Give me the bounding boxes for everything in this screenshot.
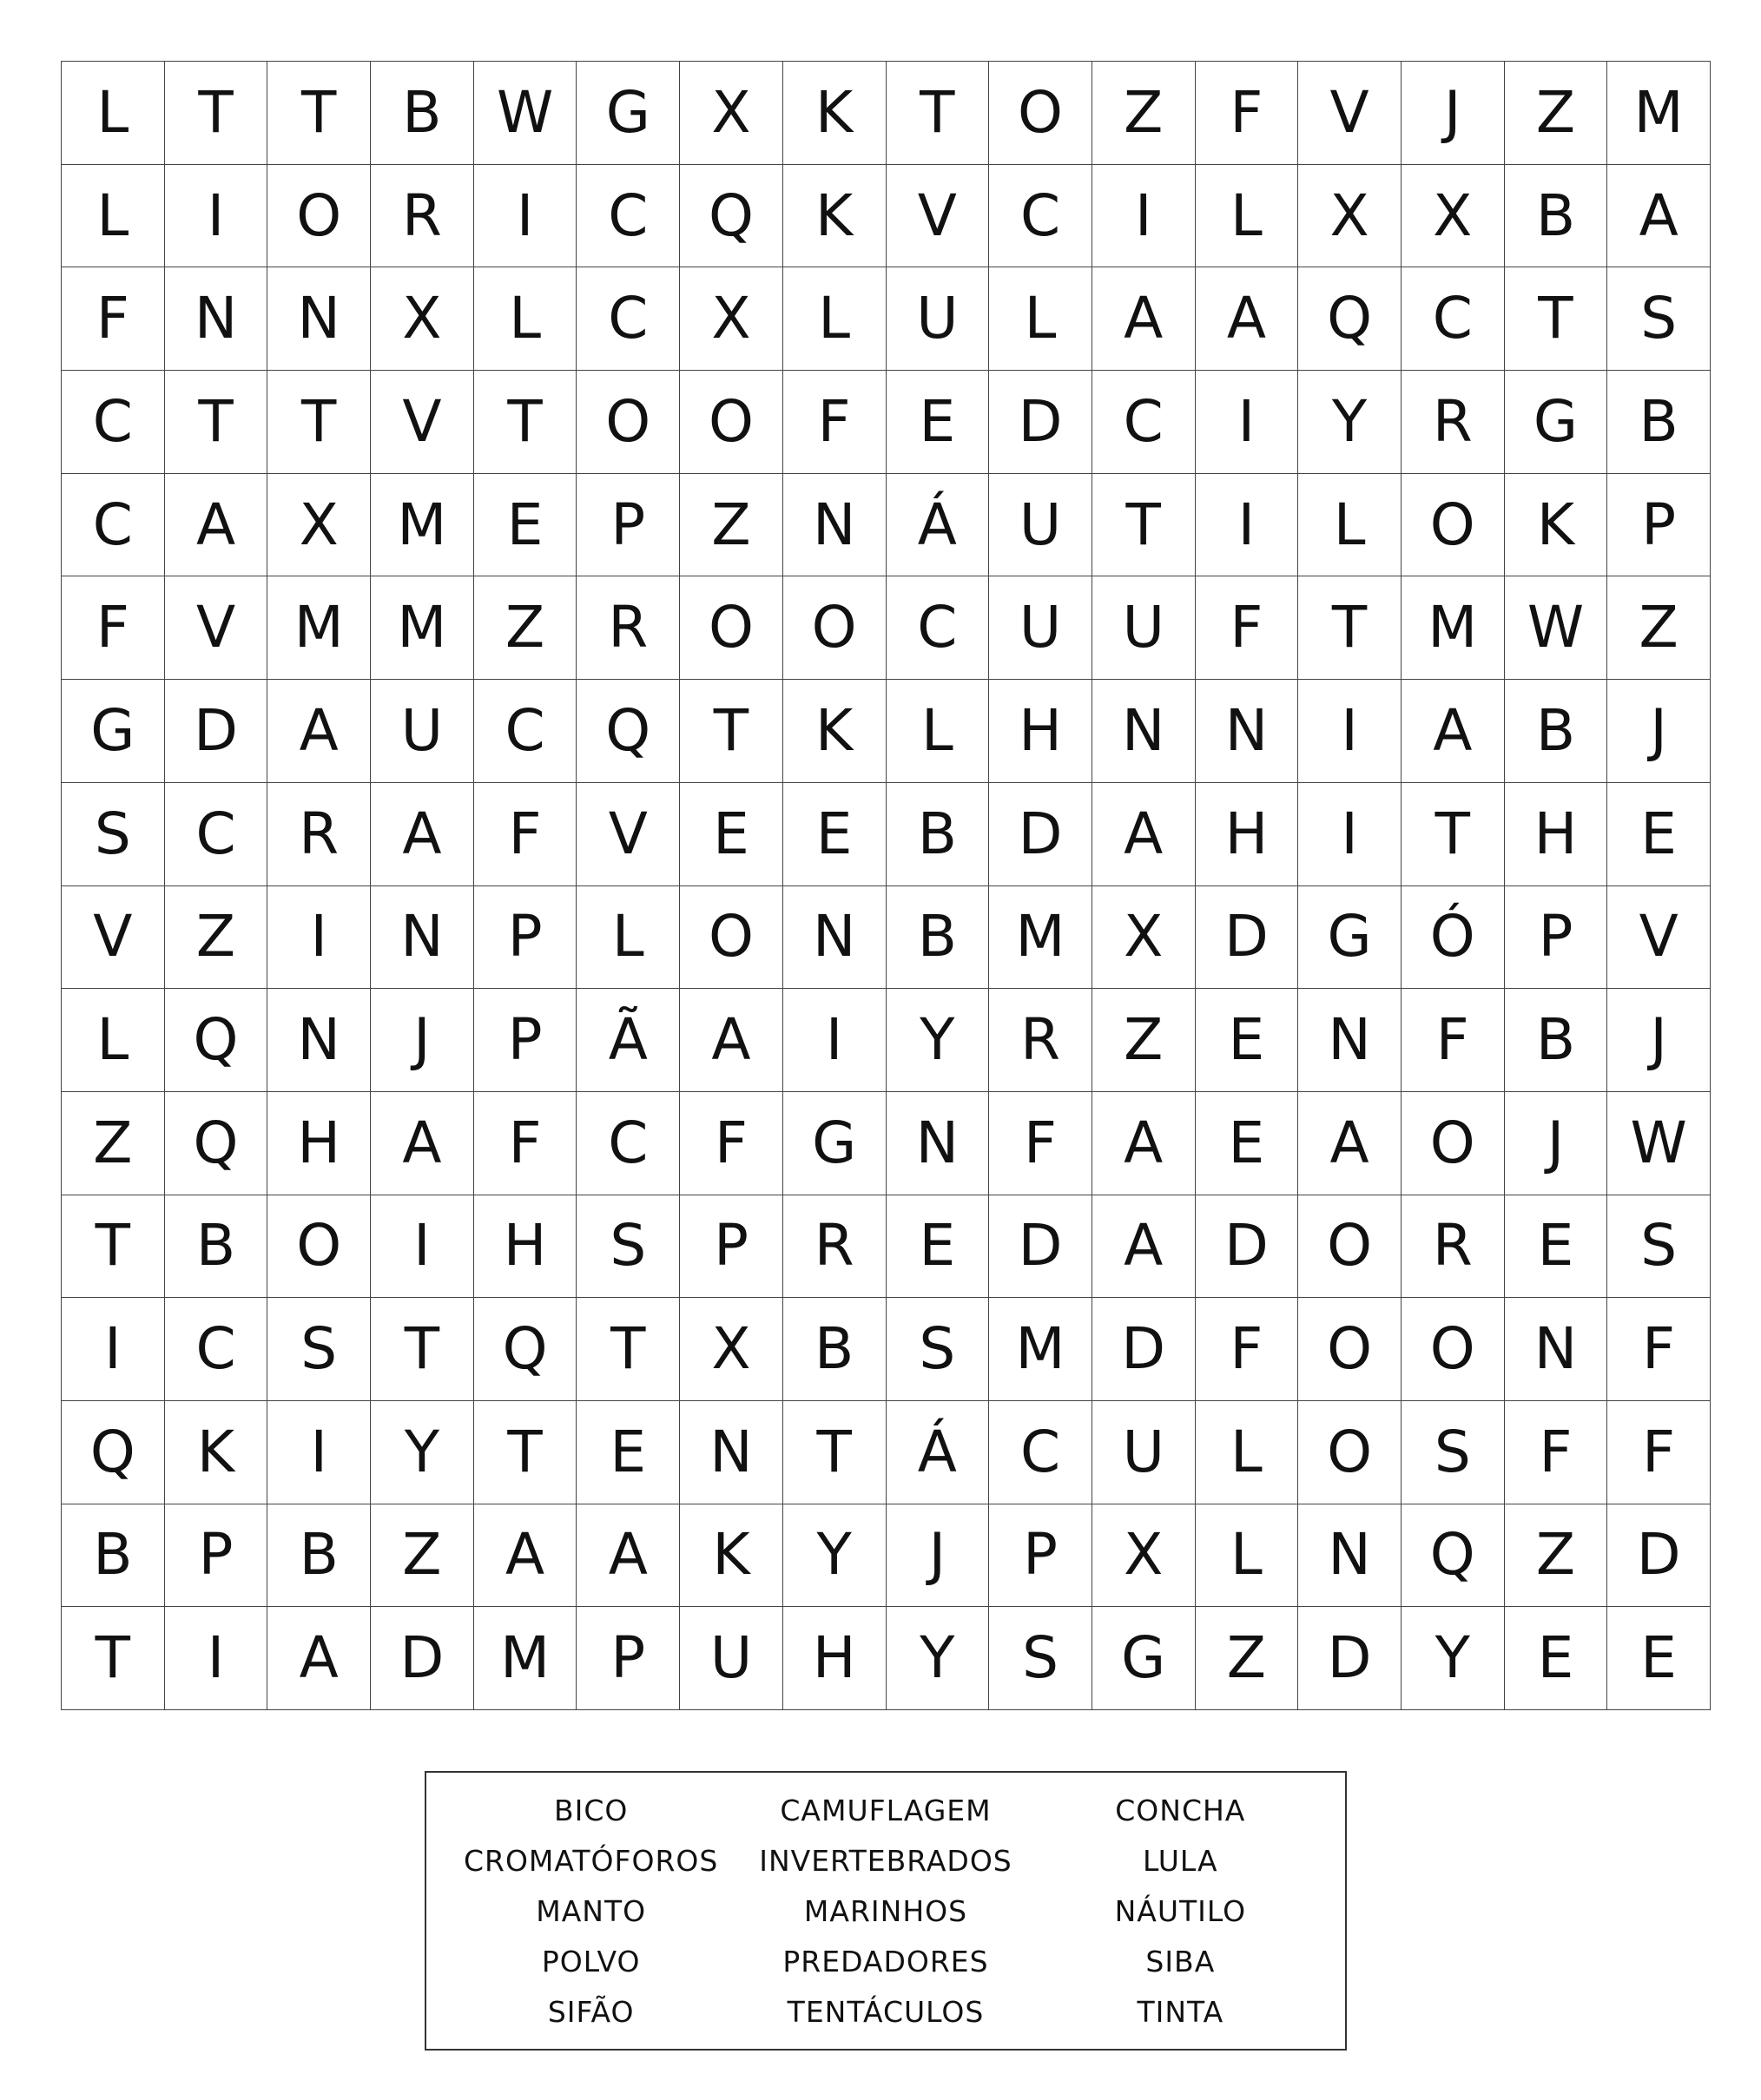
grid-cell[interactable]: N bbox=[1505, 1298, 1608, 1401]
grid-cell[interactable]: K bbox=[165, 1401, 268, 1504]
grid-cell[interactable]: Y bbox=[371, 1401, 474, 1504]
grid-cell[interactable]: J bbox=[1402, 62, 1505, 165]
grid-cell[interactable]: T bbox=[474, 1401, 577, 1504]
grid-cell[interactable]: I bbox=[267, 886, 371, 990]
grid-cell[interactable]: E bbox=[1505, 1195, 1608, 1299]
grid-cell[interactable]: U bbox=[1092, 576, 1196, 680]
word-list bbox=[425, 1771, 1347, 2051]
grid-cell[interactable]: A bbox=[1402, 680, 1505, 783]
grid-cell[interactable]: Z bbox=[680, 474, 783, 577]
word-list-item: SIBA bbox=[1145, 1944, 1216, 1978]
grid-cell[interactable]: Z bbox=[474, 576, 577, 680]
grid-cell[interactable]: O bbox=[1298, 1401, 1402, 1504]
word-list-item: TINTA bbox=[1137, 1994, 1224, 2029]
grid-cell[interactable]: D bbox=[1092, 1298, 1196, 1401]
grid-cell[interactable]: F bbox=[1402, 989, 1505, 1092]
grid-cell[interactable]: L bbox=[783, 267, 887, 371]
grid-cell[interactable]: A bbox=[371, 783, 474, 886]
grid-cell[interactable]: U bbox=[371, 680, 474, 783]
grid-cell[interactable]: B bbox=[165, 1195, 268, 1299]
grid-cell[interactable]: I bbox=[1196, 371, 1299, 474]
grid-cell[interactable]: G bbox=[577, 62, 680, 165]
grid-cell[interactable]: G bbox=[62, 680, 165, 783]
grid-cell[interactable]: C bbox=[165, 1298, 268, 1401]
grid-cell[interactable]: N bbox=[1298, 989, 1402, 1092]
grid-cell[interactable]: O bbox=[680, 576, 783, 680]
grid-cell[interactable]: L bbox=[62, 989, 165, 1092]
grid-cell[interactable]: Q bbox=[165, 1092, 268, 1195]
grid-cell[interactable]: B bbox=[267, 1504, 371, 1608]
grid-cell[interactable]: K bbox=[783, 62, 887, 165]
grid-cell[interactable]: T bbox=[783, 1401, 887, 1504]
grid-cell[interactable]: J bbox=[1607, 989, 1711, 1092]
grid-cell[interactable]: X bbox=[1092, 886, 1196, 990]
grid-cell[interactable]: F bbox=[680, 1092, 783, 1195]
grid-cell[interactable]: U bbox=[680, 1607, 783, 1710]
word-list-item: POLVO bbox=[541, 1944, 641, 1978]
grid-cell[interactable]: V bbox=[887, 165, 990, 268]
grid-cell[interactable]: A bbox=[267, 680, 371, 783]
grid-cell[interactable]: P bbox=[680, 1195, 783, 1299]
grid-cell[interactable]: G bbox=[1298, 886, 1402, 990]
grid-cell[interactable]: A bbox=[1092, 1195, 1196, 1299]
grid-cell[interactable]: A bbox=[165, 474, 268, 577]
grid-cell[interactable]: F bbox=[1505, 1401, 1608, 1504]
grid-cell[interactable]: T bbox=[887, 62, 990, 165]
grid-cell[interactable]: A bbox=[1607, 165, 1711, 268]
grid-cell[interactable]: L bbox=[577, 886, 680, 990]
grid-cell[interactable]: Z bbox=[1607, 576, 1711, 680]
grid-cell[interactable]: X bbox=[1298, 165, 1402, 268]
grid-cell[interactable]: T bbox=[1505, 267, 1608, 371]
grid-cell[interactable]: X bbox=[267, 474, 371, 577]
grid-cell[interactable]: D bbox=[165, 680, 268, 783]
grid-cell[interactable]: J bbox=[887, 1504, 990, 1608]
word-list-item: MARINHOS bbox=[803, 1893, 968, 1928]
grid-cell[interactable]: O bbox=[680, 371, 783, 474]
grid-cell[interactable]: K bbox=[680, 1504, 783, 1608]
grid-cell[interactable]: D bbox=[371, 1607, 474, 1710]
grid-cell[interactable]: H bbox=[989, 680, 1092, 783]
word-list-item: SIFÃO bbox=[547, 1994, 635, 2029]
grid-cell[interactable]: G bbox=[1092, 1607, 1196, 1710]
grid-cell[interactable]: Q bbox=[474, 1298, 577, 1401]
grid-cell[interactable]: P bbox=[989, 1504, 1092, 1608]
grid-cell[interactable]: V bbox=[62, 886, 165, 990]
grid-cell[interactable]: Q bbox=[1298, 267, 1402, 371]
grid-cell[interactable]: A bbox=[680, 989, 783, 1092]
grid-cell[interactable]: D bbox=[1196, 886, 1299, 990]
grid-cell[interactable]: K bbox=[783, 680, 887, 783]
grid-cell[interactable]: T bbox=[371, 1298, 474, 1401]
grid-cell[interactable]: X bbox=[1402, 165, 1505, 268]
grid-cell[interactable]: Q bbox=[62, 1401, 165, 1504]
grid-cell[interactable]: O bbox=[783, 576, 887, 680]
grid-cell[interactable]: B bbox=[887, 783, 990, 886]
grid-cell[interactable]: F bbox=[1607, 1401, 1711, 1504]
grid-cell[interactable]: Z bbox=[1092, 989, 1196, 1092]
grid-cell[interactable]: C bbox=[989, 165, 1092, 268]
grid-cell[interactable]: O bbox=[267, 1195, 371, 1299]
grid-cell[interactable]: M bbox=[267, 576, 371, 680]
grid-cell[interactable]: P bbox=[577, 1607, 680, 1710]
grid-cell[interactable]: E bbox=[1505, 1607, 1608, 1710]
grid-cell[interactable]: N bbox=[1092, 680, 1196, 783]
grid-cell[interactable]: S bbox=[62, 783, 165, 886]
grid-cell[interactable]: T bbox=[267, 371, 371, 474]
grid-cell[interactable]: T bbox=[1402, 783, 1505, 886]
grid-cell[interactable]: B bbox=[1505, 680, 1608, 783]
grid-cell[interactable]: Z bbox=[371, 1504, 474, 1608]
word-list-item: MANTO bbox=[536, 1893, 647, 1928]
word-list-item: BICO bbox=[553, 1793, 629, 1827]
grid-cell[interactable]: F bbox=[989, 1092, 1092, 1195]
grid-cell[interactable]: N bbox=[1298, 1504, 1402, 1608]
grid-cell[interactable]: V bbox=[1298, 62, 1402, 165]
grid-cell[interactable]: Y bbox=[887, 1607, 990, 1710]
grid-cell[interactable]: Á bbox=[887, 1401, 990, 1504]
grid-cell[interactable]: I bbox=[62, 1298, 165, 1401]
grid-cell[interactable]: E bbox=[680, 783, 783, 886]
grid-cell[interactable]: U bbox=[989, 576, 1092, 680]
grid-cell[interactable]: T bbox=[62, 1195, 165, 1299]
grid-cell[interactable]: I bbox=[165, 1607, 268, 1710]
grid-cell[interactable]: G bbox=[783, 1092, 887, 1195]
grid-cell[interactable]: S bbox=[989, 1607, 1092, 1710]
grid-cell[interactable]: R bbox=[783, 1195, 887, 1299]
grid-cell[interactable]: Ã bbox=[577, 989, 680, 1092]
grid-cell[interactable]: K bbox=[783, 165, 887, 268]
grid-cell[interactable]: L bbox=[1196, 1504, 1299, 1608]
grid-cell[interactable]: R bbox=[371, 165, 474, 268]
grid-cell[interactable]: O bbox=[1402, 1298, 1505, 1401]
grid-cell[interactable]: J bbox=[1505, 1092, 1608, 1195]
grid-cell[interactable]: M bbox=[371, 576, 474, 680]
grid-cell[interactable]: H bbox=[783, 1607, 887, 1710]
grid-cell[interactable]: F bbox=[62, 267, 165, 371]
grid-cell[interactable]: B bbox=[887, 886, 990, 990]
grid-cell[interactable]: X bbox=[371, 267, 474, 371]
grid-cell[interactable]: N bbox=[165, 267, 268, 371]
grid-cell[interactable]: E bbox=[887, 371, 990, 474]
grid-cell[interactable]: B bbox=[783, 1298, 887, 1401]
word-list-item: NÁUTILO bbox=[1114, 1893, 1247, 1928]
grid-cell[interactable]: E bbox=[1607, 1607, 1711, 1710]
grid-cell[interactable]: C bbox=[1402, 267, 1505, 371]
grid-cell[interactable]: B bbox=[62, 1504, 165, 1608]
grid-cell[interactable]: F bbox=[62, 576, 165, 680]
grid-cell[interactable]: Q bbox=[680, 165, 783, 268]
grid-cell[interactable]: L bbox=[62, 165, 165, 268]
grid-cell[interactable]: L bbox=[1196, 165, 1299, 268]
grid-cell[interactable]: M bbox=[989, 886, 1092, 990]
grid-cell[interactable]: I bbox=[1196, 474, 1299, 577]
word-list-item: LULA bbox=[1143, 1843, 1218, 1878]
grid-cell[interactable]: P bbox=[1607, 474, 1711, 577]
grid-cell[interactable]: B bbox=[371, 62, 474, 165]
grid-cell[interactable]: P bbox=[165, 1504, 268, 1608]
grid-cell[interactable]: Z bbox=[1092, 62, 1196, 165]
grid-cell[interactable]: D bbox=[989, 371, 1092, 474]
grid-cell[interactable]: C bbox=[989, 1401, 1092, 1504]
grid-cell[interactable]: L bbox=[1298, 474, 1402, 577]
grid-cell[interactable]: R bbox=[1402, 1195, 1505, 1299]
grid-cell[interactable]: L bbox=[1196, 1401, 1299, 1504]
grid-cell[interactable]: X bbox=[680, 267, 783, 371]
grid-cell[interactable]: U bbox=[1092, 1401, 1196, 1504]
grid-cell[interactable]: S bbox=[267, 1298, 371, 1401]
grid-cell[interactable]: J bbox=[1607, 680, 1711, 783]
grid-cell[interactable]: O bbox=[680, 886, 783, 990]
letter-grid bbox=[61, 61, 1711, 1710]
grid-cell[interactable]: V bbox=[371, 371, 474, 474]
grid-cell[interactable]: D bbox=[1607, 1504, 1711, 1608]
grid-cell[interactable]: L bbox=[989, 267, 1092, 371]
grid-cell[interactable]: T bbox=[165, 62, 268, 165]
grid-cell[interactable]: Z bbox=[165, 886, 268, 990]
grid-cell[interactable]: Z bbox=[1505, 62, 1608, 165]
grid-cell[interactable]: T bbox=[1092, 474, 1196, 577]
grid-cell[interactable]: H bbox=[474, 1195, 577, 1299]
grid-cell[interactable]: C bbox=[62, 371, 165, 474]
grid-cell[interactable]: E bbox=[783, 783, 887, 886]
grid-cell[interactable]: E bbox=[577, 1401, 680, 1504]
grid-cell[interactable]: I bbox=[1092, 165, 1196, 268]
grid-cell[interactable]: J bbox=[371, 989, 474, 1092]
grid-cell[interactable]: T bbox=[267, 62, 371, 165]
grid-cell[interactable]: U bbox=[989, 474, 1092, 577]
grid-cell[interactable]: S bbox=[1402, 1401, 1505, 1504]
grid-cell[interactable]: G bbox=[1505, 371, 1608, 474]
grid-cell[interactable]: F bbox=[474, 783, 577, 886]
grid-cell[interactable]: R bbox=[577, 576, 680, 680]
grid-cell[interactable]: V bbox=[577, 783, 680, 886]
grid-cell[interactable]: X bbox=[680, 1298, 783, 1401]
grid-cell[interactable]: A bbox=[1092, 783, 1196, 886]
grid-cell[interactable]: B bbox=[1505, 165, 1608, 268]
grid-cell[interactable]: C bbox=[474, 680, 577, 783]
grid-cell[interactable]: A bbox=[1196, 267, 1299, 371]
grid-cell[interactable]: N bbox=[267, 267, 371, 371]
grid-cell[interactable]: Ó bbox=[1402, 886, 1505, 990]
grid-cell[interactable]: V bbox=[165, 576, 268, 680]
word-list-item: TENTÁCULOS bbox=[787, 1994, 985, 2029]
grid-cell[interactable]: C bbox=[577, 1092, 680, 1195]
grid-cell[interactable]: A bbox=[371, 1092, 474, 1195]
grid-cell[interactable]: F bbox=[783, 371, 887, 474]
grid-cell[interactable]: R bbox=[1402, 371, 1505, 474]
grid-cell[interactable]: C bbox=[887, 576, 990, 680]
grid-cell[interactable]: C bbox=[577, 267, 680, 371]
grid-cell[interactable]: P bbox=[474, 886, 577, 990]
grid-cell[interactable]: E bbox=[1196, 989, 1299, 1092]
grid-cell[interactable]: Y bbox=[1298, 371, 1402, 474]
grid-cell[interactable]: Z bbox=[62, 1092, 165, 1195]
grid-cell[interactable]: F bbox=[1607, 1298, 1711, 1401]
grid-cell[interactable]: A bbox=[1092, 1092, 1196, 1195]
grid-cell[interactable]: X bbox=[680, 62, 783, 165]
grid-cell[interactable]: T bbox=[62, 1607, 165, 1710]
grid-cell[interactable]: R bbox=[267, 783, 371, 886]
grid-cell[interactable]: S bbox=[1607, 1195, 1711, 1299]
grid-cell[interactable]: L bbox=[62, 62, 165, 165]
grid-cell[interactable]: L bbox=[474, 267, 577, 371]
grid-cell[interactable]: I bbox=[474, 165, 577, 268]
grid-cell[interactable]: N bbox=[1196, 680, 1299, 783]
grid-cell[interactable]: T bbox=[680, 680, 783, 783]
grid-cell[interactable]: Y bbox=[887, 989, 990, 1092]
grid-cell[interactable]: V bbox=[1607, 886, 1711, 990]
grid-cell[interactable]: R bbox=[989, 989, 1092, 1092]
grid-cell[interactable]: C bbox=[62, 474, 165, 577]
word-list-item: PREDADORES bbox=[782, 1944, 989, 1978]
grid-cell[interactable]: E bbox=[1607, 783, 1711, 886]
grid-cell[interactable]: M bbox=[371, 474, 474, 577]
grid-cell[interactable]: S bbox=[887, 1298, 990, 1401]
grid-cell[interactable]: W bbox=[1505, 576, 1608, 680]
grid-cell[interactable]: N bbox=[371, 886, 474, 990]
word-list-item: CAMUFLAGEM bbox=[780, 1793, 992, 1827]
grid-cell[interactable]: H bbox=[1196, 783, 1299, 886]
grid-cell[interactable]: E bbox=[474, 474, 577, 577]
grid-cell[interactable]: Q bbox=[165, 989, 268, 1092]
grid-cell[interactable]: H bbox=[267, 1092, 371, 1195]
grid-cell[interactable]: W bbox=[474, 62, 577, 165]
grid-cell[interactable]: A bbox=[1092, 267, 1196, 371]
grid-cell[interactable]: Z bbox=[1505, 1504, 1608, 1608]
grid-cell[interactable]: Q bbox=[577, 680, 680, 783]
grid-cell[interactable]: N bbox=[783, 886, 887, 990]
grid-cell[interactable]: A bbox=[577, 1504, 680, 1608]
grid-cell[interactable]: M bbox=[1607, 62, 1711, 165]
grid-cell[interactable]: D bbox=[989, 1195, 1092, 1299]
grid-cell[interactable]: Y bbox=[1402, 1607, 1505, 1710]
grid-cell[interactable]: S bbox=[1607, 267, 1711, 371]
grid-cell[interactable]: P bbox=[577, 474, 680, 577]
grid-cell[interactable]: N bbox=[887, 1092, 990, 1195]
grid-cell[interactable]: D bbox=[1196, 1195, 1299, 1299]
grid-cell[interactable]: I bbox=[783, 989, 887, 1092]
grid-cell[interactable]: Z bbox=[1196, 1607, 1299, 1710]
grid-cell[interactable]: P bbox=[1505, 886, 1608, 990]
grid-cell[interactable]: N bbox=[267, 989, 371, 1092]
grid-cell[interactable]: K bbox=[1505, 474, 1608, 577]
grid-cell[interactable]: M bbox=[1402, 576, 1505, 680]
grid-cell[interactable]: O bbox=[1402, 474, 1505, 577]
grid-cell[interactable]: F bbox=[1196, 62, 1299, 165]
grid-cell[interactable]: O bbox=[1298, 1195, 1402, 1299]
grid-cell[interactable]: T bbox=[1298, 576, 1402, 680]
grid-cell[interactable]: C bbox=[577, 165, 680, 268]
grid-cell[interactable]: N bbox=[680, 1401, 783, 1504]
grid-cell[interactable]: A bbox=[474, 1504, 577, 1608]
grid-cell[interactable]: O bbox=[1298, 1298, 1402, 1401]
grid-cell[interactable]: W bbox=[1607, 1092, 1711, 1195]
word-list-item: INVERTEBRADOS bbox=[759, 1843, 1012, 1878]
grid-cell[interactable]: S bbox=[577, 1195, 680, 1299]
grid-cell[interactable]: Y bbox=[783, 1504, 887, 1608]
grid-cell[interactable]: M bbox=[989, 1298, 1092, 1401]
grid-cell[interactable]: A bbox=[1298, 1092, 1402, 1195]
grid-cell[interactable]: X bbox=[1092, 1504, 1196, 1608]
grid-cell[interactable]: Q bbox=[1402, 1504, 1505, 1608]
grid-cell[interactable]: D bbox=[989, 783, 1092, 886]
grid-cell[interactable]: L bbox=[887, 680, 990, 783]
grid-cell[interactable]: U bbox=[887, 267, 990, 371]
grid-cell[interactable]: B bbox=[1607, 371, 1711, 474]
grid-cell[interactable]: F bbox=[1196, 576, 1299, 680]
grid-cell[interactable]: Á bbox=[887, 474, 990, 577]
grid-cell[interactable]: O bbox=[989, 62, 1092, 165]
grid-cell[interactable]: M bbox=[474, 1607, 577, 1710]
grid-cell[interactable]: I bbox=[1298, 783, 1402, 886]
grid-cell[interactable]: E bbox=[1196, 1092, 1299, 1195]
grid-cell[interactable]: O bbox=[1402, 1092, 1505, 1195]
grid-cell[interactable]: T bbox=[474, 371, 577, 474]
grid-cell[interactable]: E bbox=[887, 1195, 990, 1299]
grid-cell[interactable]: O bbox=[577, 371, 680, 474]
grid-cell[interactable]: I bbox=[1298, 680, 1402, 783]
grid-cell[interactable]: T bbox=[577, 1298, 680, 1401]
word-list-item: CONCHA bbox=[1115, 1793, 1246, 1827]
grid-cell[interactable]: F bbox=[1196, 1298, 1299, 1401]
grid-cell[interactable]: H bbox=[1505, 783, 1608, 886]
grid-cell[interactable]: D bbox=[1298, 1607, 1402, 1710]
grid-cell[interactable]: B bbox=[1505, 989, 1608, 1092]
grid-cell[interactable]: I bbox=[267, 1401, 371, 1504]
grid-cell[interactable]: I bbox=[165, 165, 268, 268]
grid-cell[interactable]: C bbox=[165, 783, 268, 886]
grid-cell[interactable]: N bbox=[783, 474, 887, 577]
grid-cell[interactable]: O bbox=[267, 165, 371, 268]
grid-cell[interactable]: I bbox=[371, 1195, 474, 1299]
grid-cell[interactable]: P bbox=[474, 989, 577, 1092]
grid-cell[interactable]: T bbox=[165, 371, 268, 474]
word-list-item: CROMATÓFOROS bbox=[463, 1843, 719, 1878]
grid-cell[interactable]: A bbox=[267, 1607, 371, 1710]
grid-cell[interactable]: C bbox=[1092, 371, 1196, 474]
grid-cell[interactable]: F bbox=[474, 1092, 577, 1195]
